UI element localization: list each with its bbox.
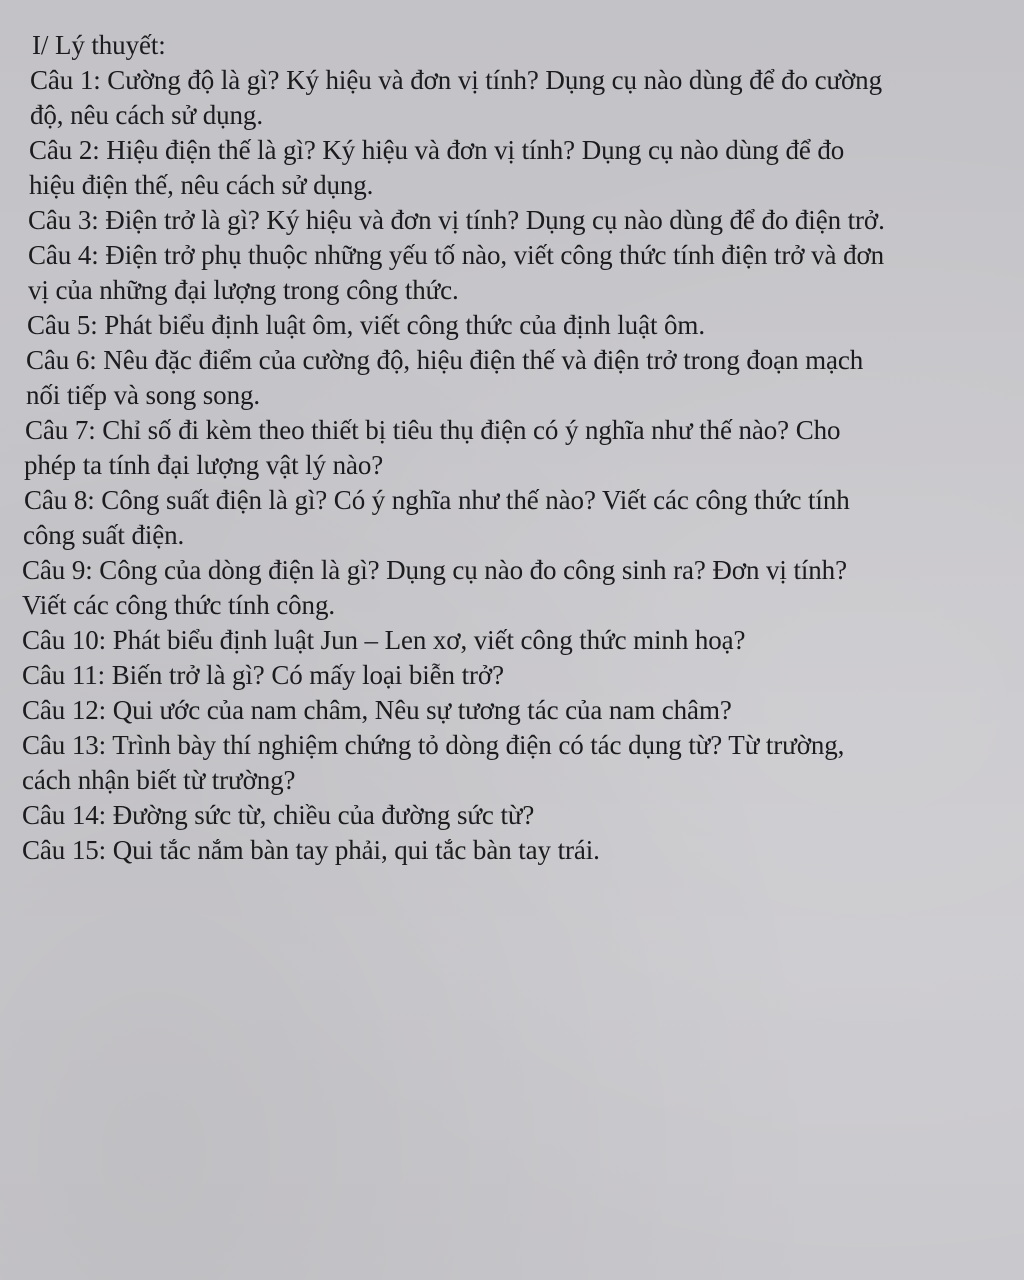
question-1-line-2: độ, nêu cách sử dụng. — [30, 100, 263, 130]
theory-section — [22, 28, 1012, 868]
question-11-line-1: Câu 11: Biến trở là gì? Có mấy loại biễn trở? — [22, 660, 504, 690]
question-10-line-1: Câu 10: Phát biểu định luật Jun – Len xơ, viết công thức minh hoạ? — [22, 625, 746, 655]
question-2-line-2: hiệu điện thế, nêu cách sử dụng. — [29, 170, 374, 200]
question-13-line-2: cách nhận biết từ trường? — [22, 765, 296, 795]
question-8-line-1: Câu 8: Công suất điện là gì? Có ý nghĩa như thế nào? Viết các công thức tính — [24, 485, 850, 515]
question-9 — [22, 553, 1012, 623]
question-2-line-1: Câu 2: Hiệu điện thế là gì? Ký hiệu và đơn vị tính? Dụng cụ nào dùng để đo — [29, 135, 845, 165]
question-6 — [22, 343, 1012, 413]
question-13-line-1: Câu 13: Trình bày thí nghiệm chứng tỏ dòng điện có tác dụng từ? Từ trường, — [22, 730, 845, 760]
question-5 — [22, 308, 1012, 343]
question-13 — [22, 728, 1012, 798]
question-15-line-1: Câu 15: Qui tắc nắm bàn tay phải, qui tắc bàn tay trái. — [22, 835, 600, 865]
question-2 — [22, 133, 1012, 203]
question-5-line-1: Câu 5: Phát biểu định luật ôm, viết công thức của định luật ôm. — [27, 310, 705, 340]
question-9-line-1: Câu 9: Công của dòng điện là gì? Dụng cụ nào đo công sinh ra? Đơn vị tính? — [22, 555, 847, 585]
question-6-line-1: Câu 6: Nêu đặc điểm của cường độ, hiệu điện thế và điện trở trong đoạn mạch — [26, 345, 864, 375]
question-1-line-1: Câu 1: Cường độ là gì? Ký hiệu và đơn vị tính? Dụng cụ nào dùng để đo cường — [30, 65, 882, 95]
question-8 — [22, 483, 1012, 553]
question-7 — [22, 413, 1012, 483]
question-11 — [22, 658, 1012, 693]
question-4 — [22, 238, 1012, 308]
question-3 — [22, 203, 1012, 238]
question-12 — [22, 693, 1012, 728]
question-1 — [22, 63, 1012, 133]
question-4-line-2: vị của những đại lượng trong công thức. — [28, 275, 459, 305]
question-3-line-1: Câu 3: Điện trở là gì? Ký hiệu và đơn vị tính? Dụng cụ nào dùng để đo điện trở. — [28, 205, 885, 235]
question-14 — [22, 798, 1012, 833]
question-8-line-2: công suất điện. — [23, 520, 185, 550]
question-7-line-1: Câu 7: Chỉ số đi kèm theo thiết bị tiêu thụ điện có ý nghĩa như thế nào? Cho — [25, 415, 841, 445]
question-9-line-2: Viết các công thức tính công. — [22, 590, 336, 620]
question-7-line-2: phép ta tính đại lượng vật lý nào? — [24, 450, 384, 480]
section-heading: I/ Lý thuyết: — [32, 30, 166, 60]
question-4-line-1: Câu 4: Điện trở phụ thuộc những yếu tố nào, viết công thức tính điện trở và đơn — [28, 240, 885, 270]
question-12-line-1: Câu 12: Qui ước của nam châm, Nêu sự tương tác của nam châm? — [22, 695, 732, 725]
question-15 — [22, 833, 1012, 868]
question-14-line-1: Câu 14: Đường sức từ, chiều của đường sức từ? — [22, 800, 535, 830]
question-10 — [22, 623, 1012, 658]
question-6-line-2: nối tiếp và song song. — [26, 380, 261, 410]
